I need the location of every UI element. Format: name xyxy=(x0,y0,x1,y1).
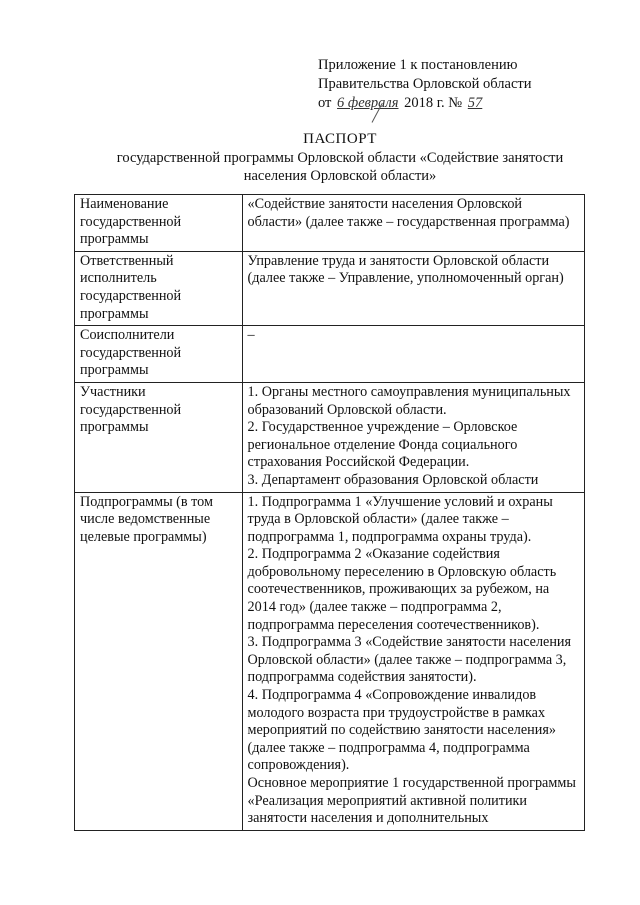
row-value-paragraph: 2. Государственное учреждение – Орловское региональное отделение Фонда социального страхования Российской Федерации. xyxy=(247,419,518,471)
row-label: Соисполнители государственной программы xyxy=(75,326,243,383)
row-value-paragraph: 1. Подпрограмма 1 «Улучшение условий и охраны труда в Орловской области» (далее также – подпрограмма 1, подпрограмма охраны труда). xyxy=(247,493,553,545)
appendix-line-2: Правительства Орловской области xyxy=(318,76,532,92)
table-row xyxy=(75,326,585,383)
row-value-paragraph: 2. Подпрограмма 2 «Оказание содействия добровольному переселению в Орловскую область соотечественников, проживающих за рубежом, на 2014 год» (далее также – подпрограмма 2, подпрограмма переселения соотечественников). xyxy=(247,546,557,633)
row-label: Подпрограммы (в том числе ведомственные целевые программы) xyxy=(75,492,243,830)
row-value-paragraph: – xyxy=(247,327,255,344)
row-value-paragraph: Основное мероприятие 1 государственной программы «Реализация мероприятий активной политики занятости населения и дополнительных xyxy=(247,775,576,827)
row-value xyxy=(242,382,584,492)
row-value-paragraph: 3. Подпрограмма 3 «Содействие занятости населения Орловской области» (далее также – подпрограмма 3, подпрограмма содействия занятости). xyxy=(247,634,572,686)
table-row xyxy=(75,251,585,325)
document-heading xyxy=(60,130,620,185)
document-subtitle-line-2: населения Орловской области» xyxy=(243,168,437,184)
appendix-line-1: Приложение 1 к постановлению xyxy=(318,57,518,73)
row-value-paragraph: 4. Подпрограмма 4 «Сопровождение инвалидов молодого возраста при трудоустройстве в рамках мероприятий по содействию занятости населения» (далее также – подпрограмма 4, подпрограмма сопровождения). xyxy=(247,687,556,774)
row-value-paragraph: 1. Органы местного самоуправления муниципальных образований Орловской области. xyxy=(247,383,571,418)
row-value-paragraph: 3. Департамент образования Орловской области xyxy=(247,471,539,488)
row-value xyxy=(242,326,584,383)
row-value xyxy=(242,492,584,830)
row-label: Наименование государственной программы xyxy=(75,195,243,252)
table-row xyxy=(75,382,585,492)
handwritten-number: 57 xyxy=(467,95,483,111)
document-subtitle-line-1: государственной программы Орловской области «Содействие занятости xyxy=(116,150,564,166)
table-row xyxy=(75,195,585,252)
appendix-year: 2018 г. № xyxy=(404,95,463,111)
passport-table-body xyxy=(75,195,585,831)
appendix-line-3 xyxy=(318,94,618,113)
row-value xyxy=(242,251,584,325)
row-value xyxy=(242,195,584,252)
row-value-paragraph: Управление труда и занятости Орловской области (далее также – Управление, уполномоченный орган) xyxy=(247,252,564,287)
handwritten-date: 6 февраля xyxy=(337,95,399,111)
passport-table xyxy=(74,194,585,831)
appendix-from: от xyxy=(318,95,332,111)
table-row xyxy=(75,492,585,830)
row-label: Участники государственной программы xyxy=(75,382,243,492)
document-title: ПАСПОРТ xyxy=(303,131,377,147)
appendix-block xyxy=(318,56,618,113)
row-label: Ответственный исполнитель государственной программы xyxy=(75,251,243,325)
row-value-paragraph: «Содействие занятости населения Орловской области» (далее также – государственная программа) xyxy=(247,196,570,230)
